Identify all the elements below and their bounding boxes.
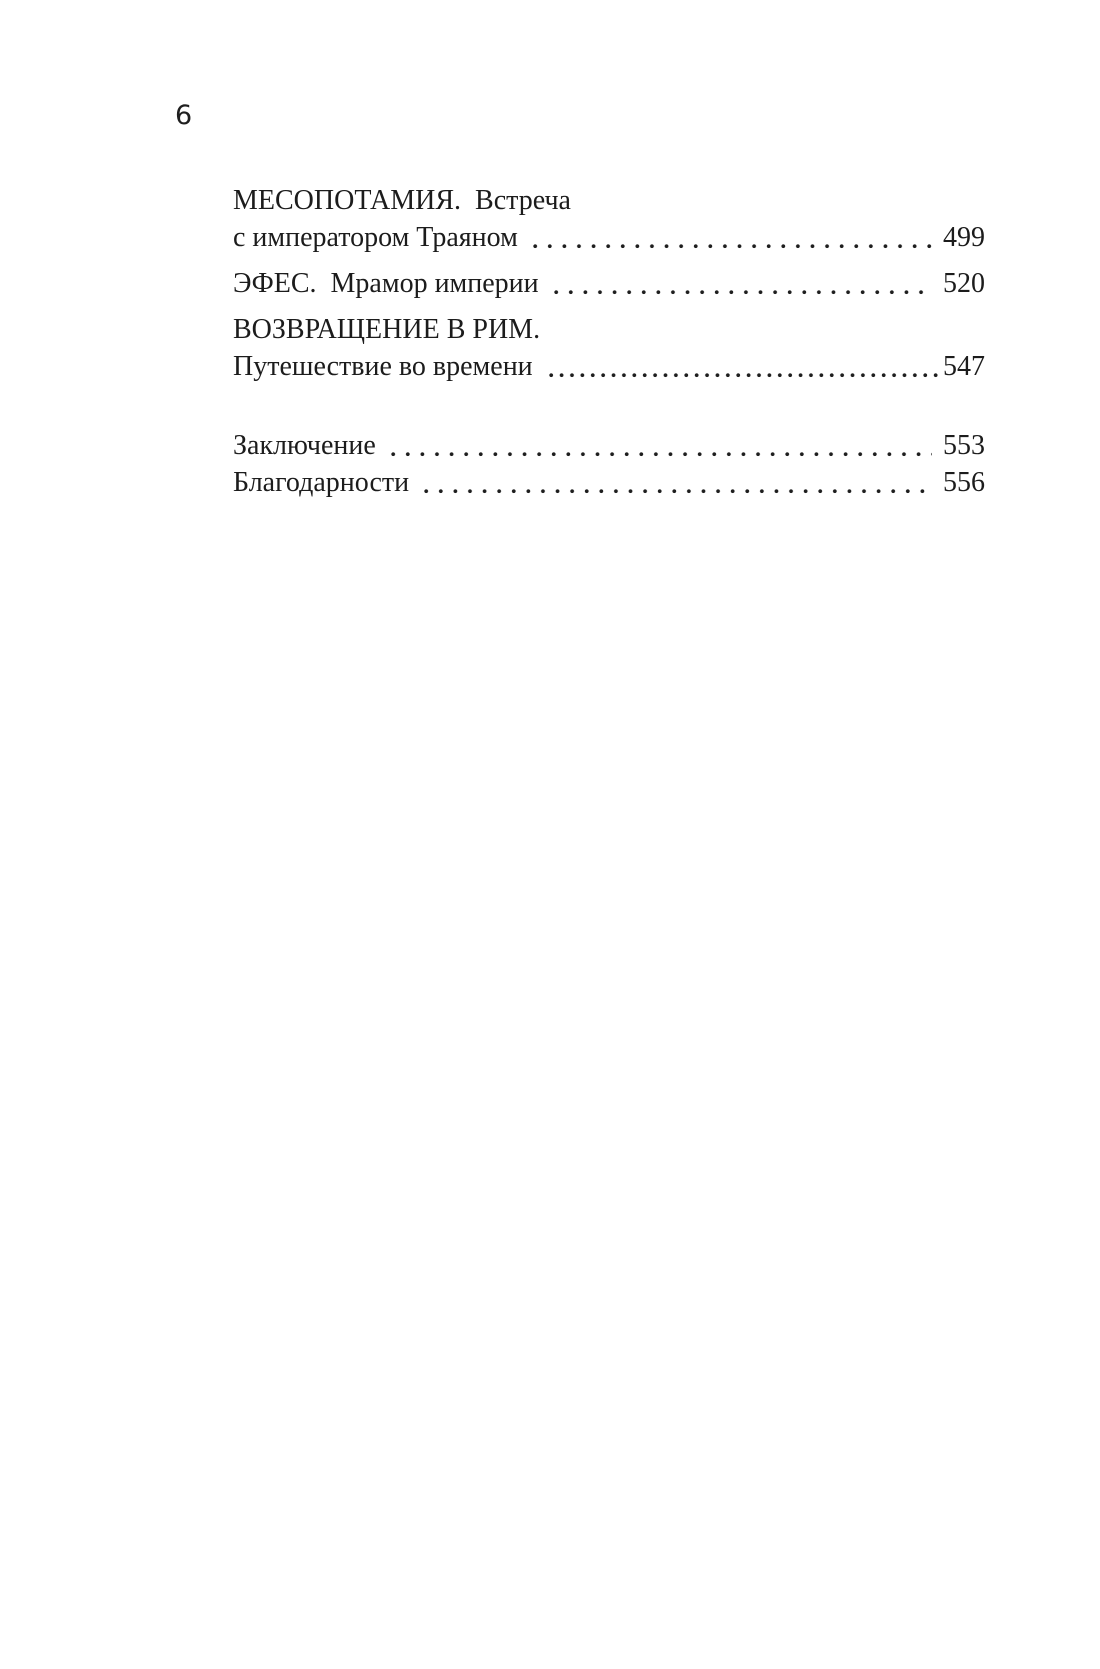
toc-entry-row [233, 464, 985, 501]
dot-leader [424, 464, 932, 501]
toc-page-ref: 520 [943, 268, 985, 299]
toc-entry-title: ЭФЕС. Мрамор империи [233, 268, 539, 299]
toc-entry-row [233, 427, 985, 464]
toc-entry-mesopotamia [233, 182, 985, 256]
toc-entry-title-line-1: МЕСОПОТАМИЯ. Встреча [233, 185, 571, 216]
toc-page-ref: 553 [943, 430, 985, 461]
toc-entry-acknowledgements [233, 464, 985, 501]
toc-entry-title: Благодарности [233, 467, 410, 498]
toc-page-ref: 499 [943, 222, 985, 253]
toc-entry-title-line-2: Путешествие во времени [233, 351, 533, 382]
toc-page-ref: 547 [943, 351, 985, 382]
toc-entry-ephesus [233, 265, 985, 302]
toc-entry-row [233, 265, 985, 302]
table-of-contents [233, 182, 985, 501]
toc-entry-conclusion [233, 427, 985, 464]
toc-page-ref: 556 [943, 467, 985, 498]
toc-entry-row [233, 219, 985, 256]
toc-entry-title-line-1: ВОЗВРАЩЕНИЕ В РИМ. [233, 314, 541, 345]
toc-entry-row [233, 348, 985, 385]
toc-entry-return-to-rome [233, 311, 985, 385]
toc-entry-title-line-2: с императором Траяном [233, 222, 518, 253]
dot-leader [554, 265, 932, 302]
page-number: 6 [175, 100, 193, 131]
dot-leader [549, 348, 940, 385]
dot-leader [391, 427, 932, 464]
toc-entry-title: Заключение [233, 430, 376, 461]
dot-leader [533, 219, 932, 256]
